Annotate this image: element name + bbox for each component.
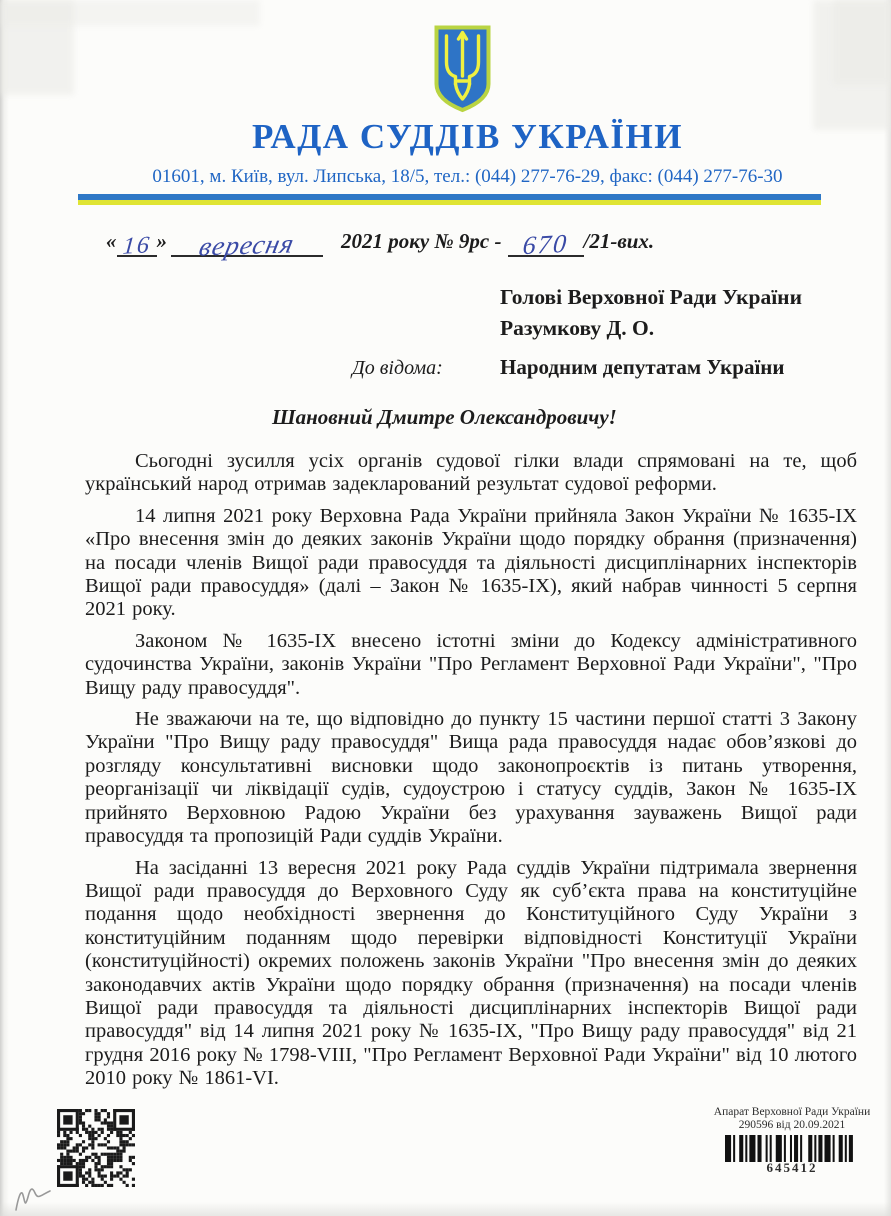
flag-divider — [78, 194, 821, 205]
quote-open: « — [106, 229, 117, 253]
month-blank — [171, 228, 323, 262]
body-paragraph: Законом № 1635-IX внесено істотні зміни до Кодексу адміністративного судочинства України, законів України "Про Регламент Верховної Ради України", "Про Вищу раду правосуддя". — [85, 629, 857, 699]
flag-yellow-stripe — [78, 200, 821, 206]
addressee-name: Разумкову Д. О. — [500, 316, 655, 340]
number-blank — [508, 228, 584, 261]
handwritten-w-squiggle-icon — [12, 1184, 54, 1214]
cc-label: До відома: — [352, 357, 443, 379]
body-paragraph: 14 липня 2021 року Верховна Рада України прийняла Закон України № 1635-IX «Про внесення змін до деяких законів України щодо порядку обрання (призначення) на посади членів Вищої ради правосуддя та діяльності дисциплінарних інспекторів Вищої ради правосуддя» (далі – Закон № 1635-IX), який набрав чинності 5 серпня 2021 року. — [85, 504, 857, 621]
handwritten-month: вересня — [196, 228, 298, 262]
quote-close: » — [156, 229, 167, 253]
organization-address: 01601, м. Київ, вул. Липська, 18/5, тел.: (044) 277-76-29, факс: (044) 277-76-30 — [152, 166, 783, 187]
scan-edge-left — [0, 0, 9, 1216]
cc-value: Народним депутатам України — [500, 355, 785, 379]
scan-streak — [833, 0, 891, 85]
registration-stamp — [703, 1106, 881, 1174]
body-paragraph: Сьогодні зусилля усіх органів судової гілки влади спрямовані на те, щоб український народ отримав задекларований результат судової реформи. — [85, 450, 857, 496]
stamp-org: Апарат Верховної Ради України — [713, 1106, 871, 1118]
day-blank — [117, 231, 157, 260]
ukraine-trident-emblem-icon — [433, 24, 492, 113]
reference-printed-text: 2021 року № 9рс - — [341, 229, 502, 253]
salutation: Шановний Дмитре Олександровичу! — [272, 405, 617, 429]
letter-body — [85, 450, 857, 1099]
barcode-number: 645412 — [766, 1160, 818, 1175]
addressee-title: Голові Верховної Ради України — [500, 285, 802, 309]
stamp-registration: 290596 від 20.09.2021 — [738, 1119, 846, 1131]
body-paragraph: На засіданні 13 вересня 2021 року Рада суддів України підтримала звернення Вищої ради правосуддя до Верховного Суду як суб’єкта права на конституційне подання щодо необхідності звернення до Конституційного Суду України з конституційним поданням щодо перевірки відповідності Конституції України (конституційності) окремих положень законів України "Про внесення змін до деяких законодавчих актів України щодо порядку обрання (призначення) на посади членів Вищої ради правосуддя та діяльності дисциплінарних інспекторів Вищої ради правосуддя" від 14 липня 2021 року № 1635-IX, "Про Вищу раду правосуддя" від 21 грудня 2016 року № 1798-VIII, "Про Регламент Верховної Ради України" від 10 лютого 2010 року № 1861-VI. — [85, 856, 857, 1090]
qr-code-icon — [57, 1109, 135, 1187]
handwritten-number: 670 — [521, 228, 570, 261]
handwritten-day: 16 — [121, 232, 152, 260]
reference-line — [106, 221, 655, 262]
scan-streak — [0, 0, 260, 26]
barcode-icon — [725, 1135, 859, 1162]
scan-edge-bottom — [0, 1202, 891, 1216]
body-paragraph: Не зважаючи на те, що відповідно до пункту 15 частини першої статті 3 Закону України "Про Вищу раду правосуддя" Вища рада правосуддя надає обов’язкові до розгляду консультативні висновки щодо законопроєктів із питань утворення, реорганізації чи ліквідації судів, судоустрою і статусу суддів, Закон № 1635-IX прийнято Верховною Радою України без урахування зауважень Вищої ради правосуддя та пропозицій Ради суддів України. — [85, 708, 857, 848]
reference-suffix: /21-вих. — [583, 229, 655, 253]
addressee-block — [500, 282, 802, 344]
organization-name: РАДА СУДДІВ УКРАЇНИ — [252, 117, 683, 156]
